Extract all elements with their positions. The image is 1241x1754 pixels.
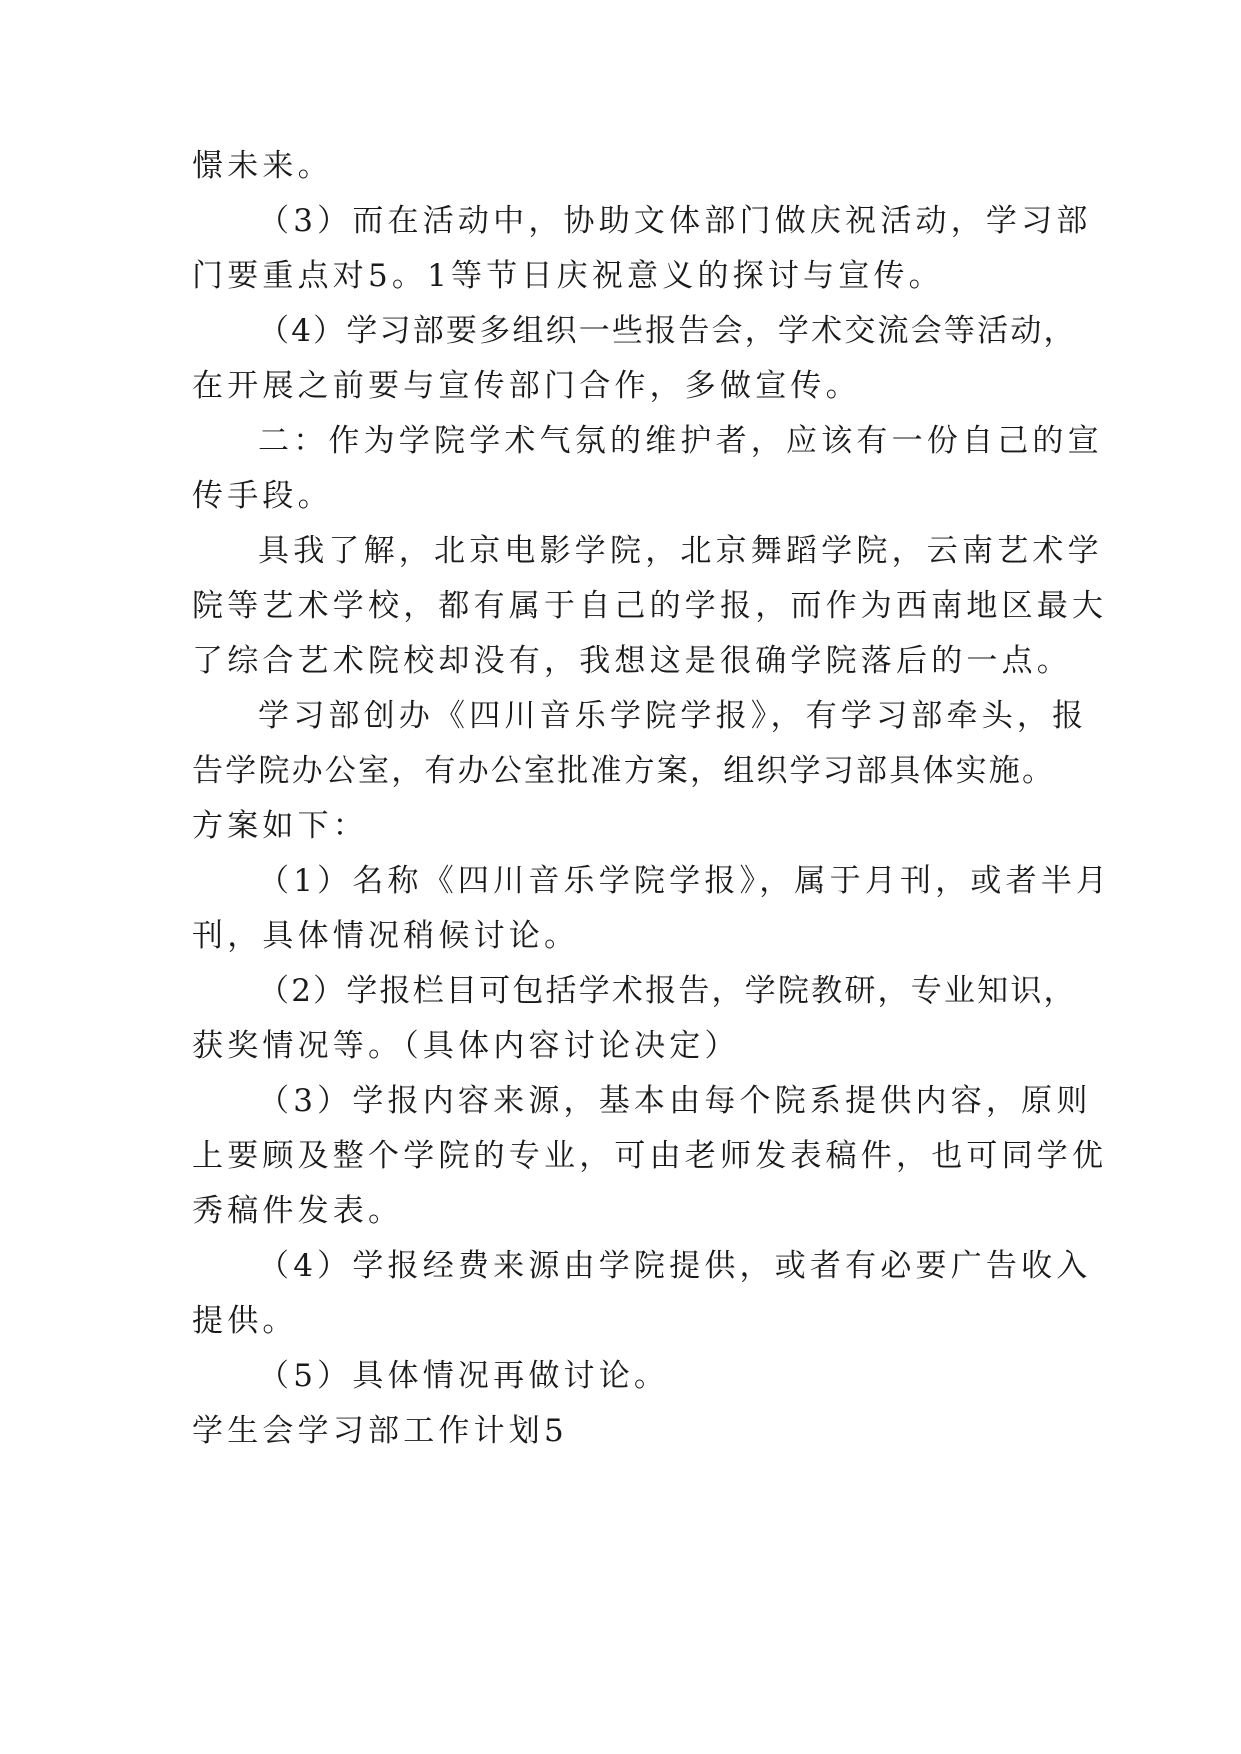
text-line-9: 院等艺术学校，都有属于自己的学报，而作为西南地区最大 [192, 588, 1108, 624]
text-line-11: 学习部创办《四川音乐学院学报》，有学习部牵头，报 [258, 698, 1088, 734]
text-line-1: 憬未来。 [192, 148, 333, 184]
text-line-7: 传手段。 [192, 478, 333, 514]
text-line-5: 在开展之前要与宣传部门合作，多做宣传。 [192, 368, 861, 404]
text-line-6: 二：作为学院学术气氛的维护者，应该有一份自己的宣 [258, 423, 1103, 459]
text-line-22: 提供。 [192, 1303, 298, 1339]
text-line-18: （3）学报内容来源，基本由每个院系提供内容，原则 [258, 1083, 1092, 1119]
text-line-10: 了综合艺术院校却没有，我想这是很确学院落后的一点。 [192, 643, 1072, 679]
text-line-13: 方案如下： [192, 808, 368, 844]
section-heading: 学生会学习部工作计划5 [192, 1413, 568, 1449]
text-line-19: 上要顾及整个学院的专业，可由老师发表稿件，也可同学优 [192, 1138, 1108, 1174]
text-line-14: （1）名称《四川音乐学院学报》，属于月刊，或者半月 [258, 863, 1112, 899]
text-line-21: （4）学报经费来源由学院提供，或者有必要广告收入 [258, 1248, 1092, 1284]
text-line-20: 秀稿件发表。 [192, 1193, 404, 1229]
text-line-3: 门要重点对5。1等节日庆祝意义的探讨与宣传。 [192, 258, 944, 294]
text-line-23: （5）具体情况再做讨论。 [258, 1358, 670, 1394]
text-line-12: 告学院办公室，有办公室批准方案，组织学习部具体实施。 [192, 753, 1056, 789]
text-line-2: （3）而在活动中，协助文体部门做庆祝活动，学习部 [258, 203, 1092, 239]
text-line-17: 获奖情况等。（具体内容讨论决定） [192, 1028, 740, 1064]
text-line-16: （2）学报栏目可包括学术报告，学院教研，专业知识， [258, 973, 1077, 1009]
text-line-15: 刊，具体情况稍候讨论。 [192, 918, 580, 954]
text-line-4: （4）学习部要多组织一些报告会，学术交流会等活动， [258, 313, 1077, 349]
text-line-8: 具我了解，北京电影学院，北京舞蹈学院，云南艺术学 [258, 533, 1103, 569]
